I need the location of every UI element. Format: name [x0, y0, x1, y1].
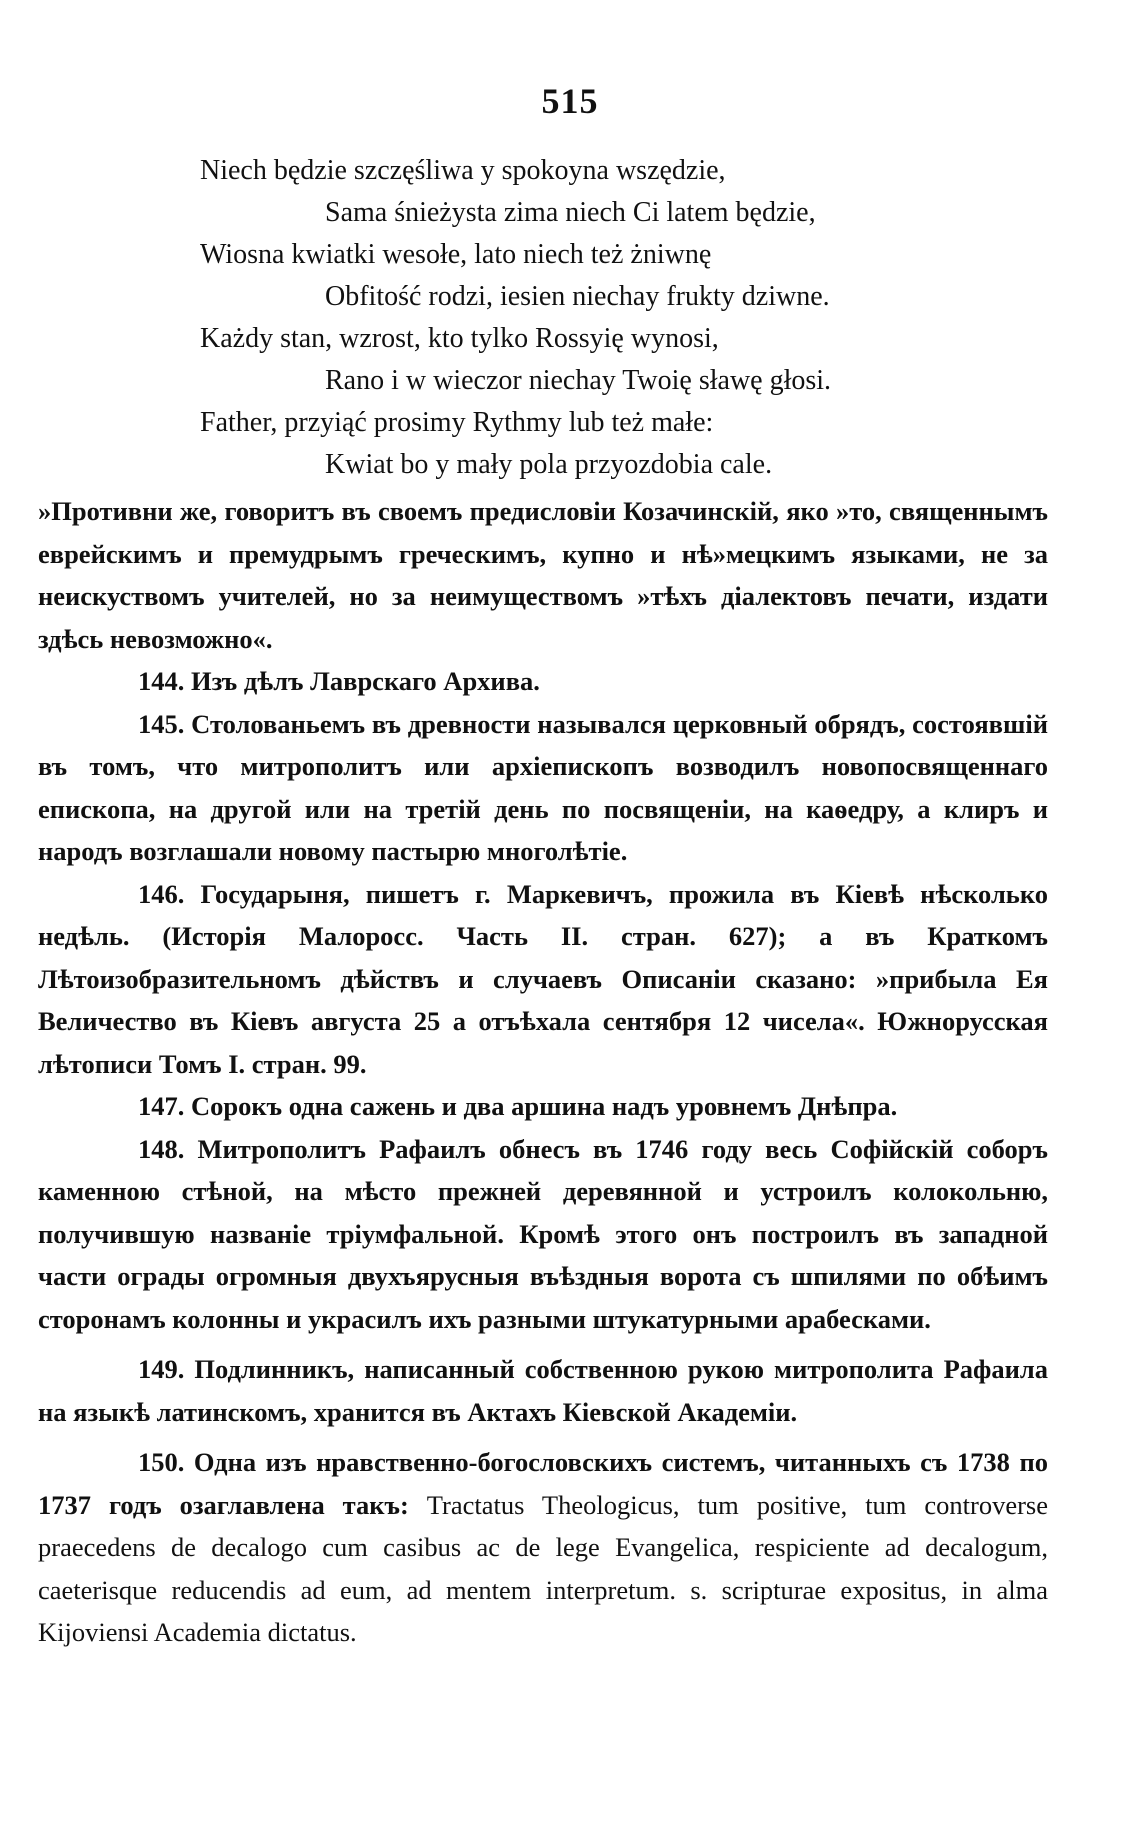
verse-line: Obfitość rodzi, iesien niechay frukty dziwne.: [325, 281, 830, 312]
note-150: [38, 1441, 1048, 1654]
verse-line: Wiosna kwiatki wesołe, lato niech też żniwnę: [200, 239, 712, 270]
note-146: 146. Государыня, пишетъ г. Маркевичъ, прожила въ Кіевѣ нѣсколько недѣль. (Исторія Малоросс. Часть II. стран. 627); а въ Краткомъ Лѣтоизобразительномъ дѣйствъ и случаевъ Описаніи сказано: »прибыла Ея Величество въ Кіевъ августа 25 а отъѣхала сентября 12 чисела«. Южнорусская лѣтописи Томъ I. стран. 99.: [38, 878, 1048, 1079]
quote-paragraph: »Противни же, говоритъ въ своемъ предисловіи Козачинскій, яко »то, священнымъ еврейскимъ и премудрымъ греческимъ, купно и нѣ»мецкимъ языками, не за неискуствомъ учителей, но за неимуществомъ »тѣхъ діалектовъ печати, издати здѣсь невозможно«.: [38, 496, 1048, 654]
note-149: 149. Подлинникъ, написанный собственною рукою митрополита Рафаила на языкѣ латинскомъ, хранится въ Актахъ Кіевской Академіи.: [38, 1354, 1048, 1427]
page-number: 515: [541, 81, 599, 121]
verse-line: Rano i w wieczor niechay Twoię sławę głosi.: [325, 365, 832, 396]
verse-line: Niech będzie szczęśliwa y spokoyna wszędzie,: [200, 155, 726, 186]
note-148: 148. Митрополитъ Рафаилъ обнесъ въ 1746 году весь Софійскій соборъ каменною стѣной, на мѣсто прежней деревянной и устроилъ колокольню, получившую названіе тріумфальной. Кромѣ этого онъ построилъ въ западной части ограды огромныя двухъярусныя въѣздныя ворота съ шпилями по обѣимъ сторонамъ колонны и украсилъ ихъ разными штукатурными арабесками.: [38, 1133, 1048, 1334]
note-145: 145. Столованьемъ въ древности назывался церковный обрядъ, состоявшій въ томъ, что митрополитъ или архіепископъ возводилъ новопосвященнаго епископа, на другой или на третій день по посвященіи, на каѳедру, а клиръ и народъ возглашали новому пастырю многолѣтіе.: [38, 708, 1048, 866]
note-150-latin: Tractatus Theologicus, tum positive, tum controverse praecedens de decalogo cum casibus ac de lege Evangelica, respiciente ad decalogum, caeterisque reducendis ad eum, ad mentem interpretum. s. scripturae expositus, in alma Kijoviensi Academia dictatus.: [38, 1489, 1048, 1647]
verse-line: Kwiat bo y mały pola przyozdobia cale.: [325, 449, 773, 480]
polish-verse: [200, 150, 1060, 486]
verse-line: Sama śnieżysta zima niech Ci latem będzie,: [325, 197, 816, 228]
notes-body: [38, 490, 1048, 1654]
verse-line: Father, przyiąć prosimy Rythmy lub też małe:: [200, 407, 714, 438]
note-150-russian: 150. Одна изъ нравственно-богословскихъ системъ, читанныхъ съ 1738 по 1737 годъ озаглавлена такъ:: [38, 1447, 1048, 1520]
verse-line: Każdy stan, wzrost, kto tylko Rossyię wynosi,: [200, 323, 719, 354]
note-147: 147. Сорокъ одна сажень и два аршина надъ уровнемъ Днѣпра.: [138, 1091, 898, 1121]
note-144: 144. Изъ дѣлъ Лаврскаго Архива.: [138, 666, 540, 696]
